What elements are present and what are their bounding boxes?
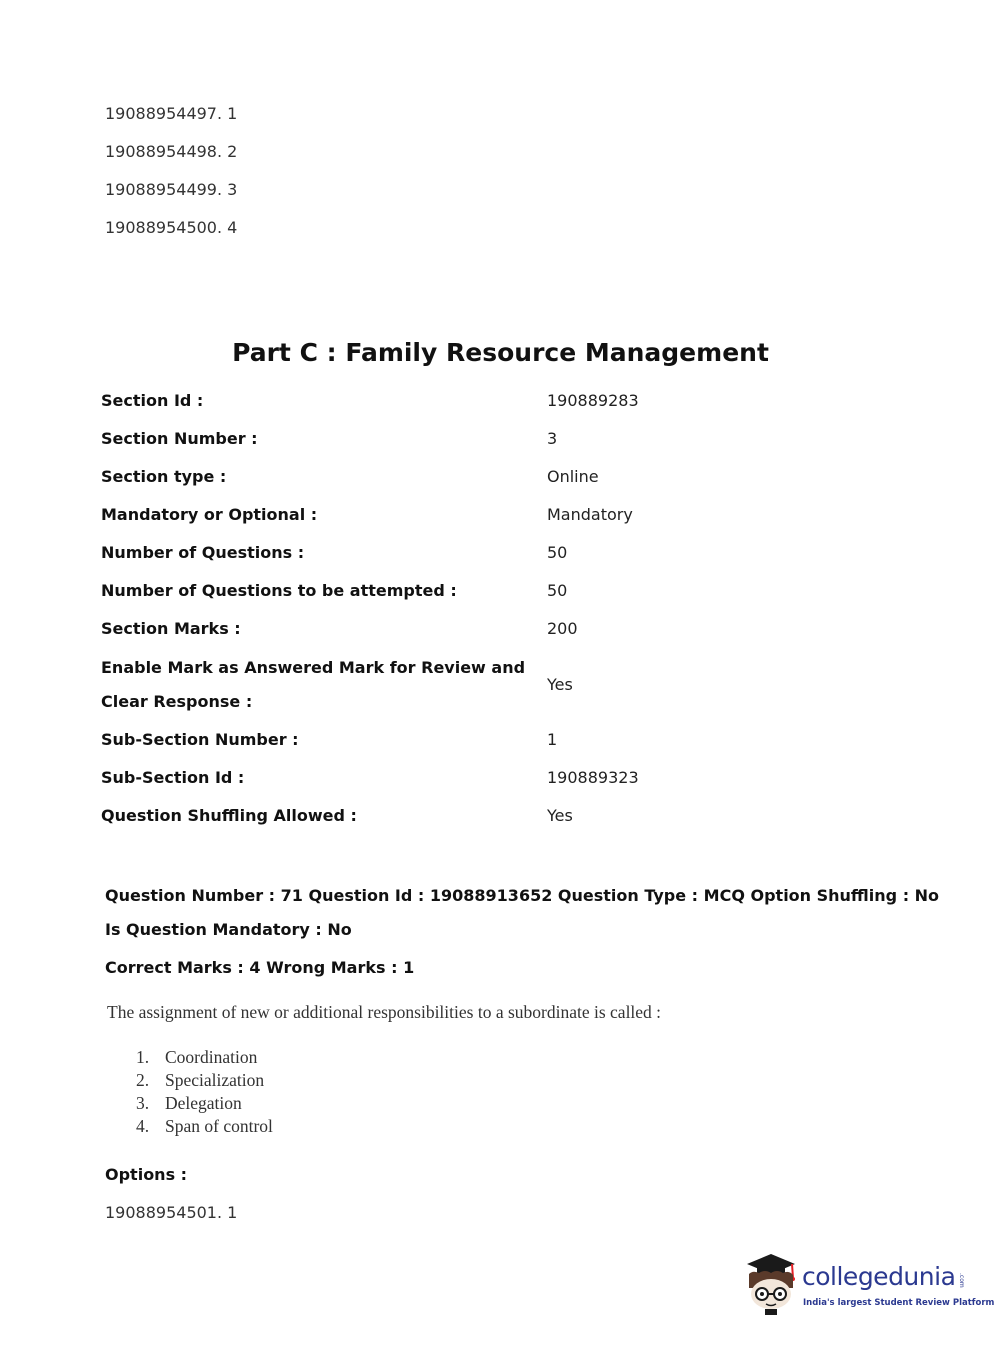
num-questions-label: Number of Questions : [101, 543, 305, 562]
choice-text: Delegation [165, 1093, 242, 1113]
sub-section-number-value: 1 [547, 730, 558, 749]
part-title: Part C : Family Resource Management [232, 338, 769, 367]
choice-number: 3. [136, 1093, 150, 1113]
option-line: 19088954501. 1 [105, 1203, 238, 1222]
question-text: The assignment of new or additional responsibilities to a subordinate is called : [107, 1002, 662, 1022]
answer-choices [136, 1046, 273, 1138]
logo-suffix: .com [958, 1273, 965, 1288]
logo-wordmark: collegedunia [802, 1262, 956, 1291]
shuffling-label: Question Shuffling Allowed : [101, 806, 357, 825]
option-line: 19088954499. 3 [105, 180, 238, 199]
shuffling-value: Yes [547, 806, 573, 825]
num-attempt-label: Number of Questions to be attempted : [101, 581, 457, 600]
mandatory-label: Mandatory or Optional : [101, 505, 318, 524]
section-id-value: 190889283 [547, 391, 639, 410]
list-item [136, 1046, 273, 1069]
question-meta: Question Number : 71 Question Id : 19088913652 Question Type : MCQ Option Shuffling : No [105, 886, 940, 905]
list-item [136, 1115, 273, 1138]
section-marks-label: Section Marks : [101, 619, 241, 638]
section-marks-value: 200 [547, 619, 578, 638]
option-line: 19088954497. 1 [105, 104, 238, 123]
enable-mark-value: Yes [547, 675, 573, 694]
choice-number: 4. [136, 1116, 150, 1136]
logo-mascot-icon [741, 1248, 801, 1318]
choice-number: 2. [136, 1070, 150, 1090]
choice-text: Specialization [165, 1070, 265, 1090]
choice-number: 1. [136, 1047, 150, 1067]
num-questions-value: 50 [547, 543, 568, 562]
section-number-value: 3 [547, 429, 558, 448]
sub-section-number-label: Sub-Section Number : [101, 730, 299, 749]
section-type-value: Online [547, 467, 599, 486]
question-marks: Correct Marks : 4 Wrong Marks : 1 [105, 958, 415, 977]
sub-section-id-label: Sub-Section Id : [101, 768, 245, 787]
enable-mark-label-cont: Clear Response : [101, 692, 253, 711]
options-label: Options : [105, 1165, 188, 1184]
mandatory-value: Mandatory [547, 505, 633, 524]
choice-text: Coordination [165, 1047, 258, 1067]
logo-tagline: India's largest Student Review Platform [803, 1298, 995, 1308]
question-mandatory: Is Question Mandatory : No [105, 920, 352, 939]
num-attempt-value: 50 [547, 581, 568, 600]
choice-text: Span of control [165, 1116, 273, 1136]
sub-section-id-value: 190889323 [547, 768, 639, 787]
option-line: 19088954498. 2 [105, 142, 238, 161]
option-line: 19088954500. 4 [105, 218, 238, 237]
enable-mark-label: Enable Mark as Answered Mark for Review and [101, 658, 526, 677]
section-type-label: Section type : [101, 467, 227, 486]
list-item [136, 1092, 273, 1115]
section-id-label: Section Id : [101, 391, 204, 410]
section-number-label: Section Number : [101, 429, 258, 448]
list-item [136, 1069, 273, 1092]
